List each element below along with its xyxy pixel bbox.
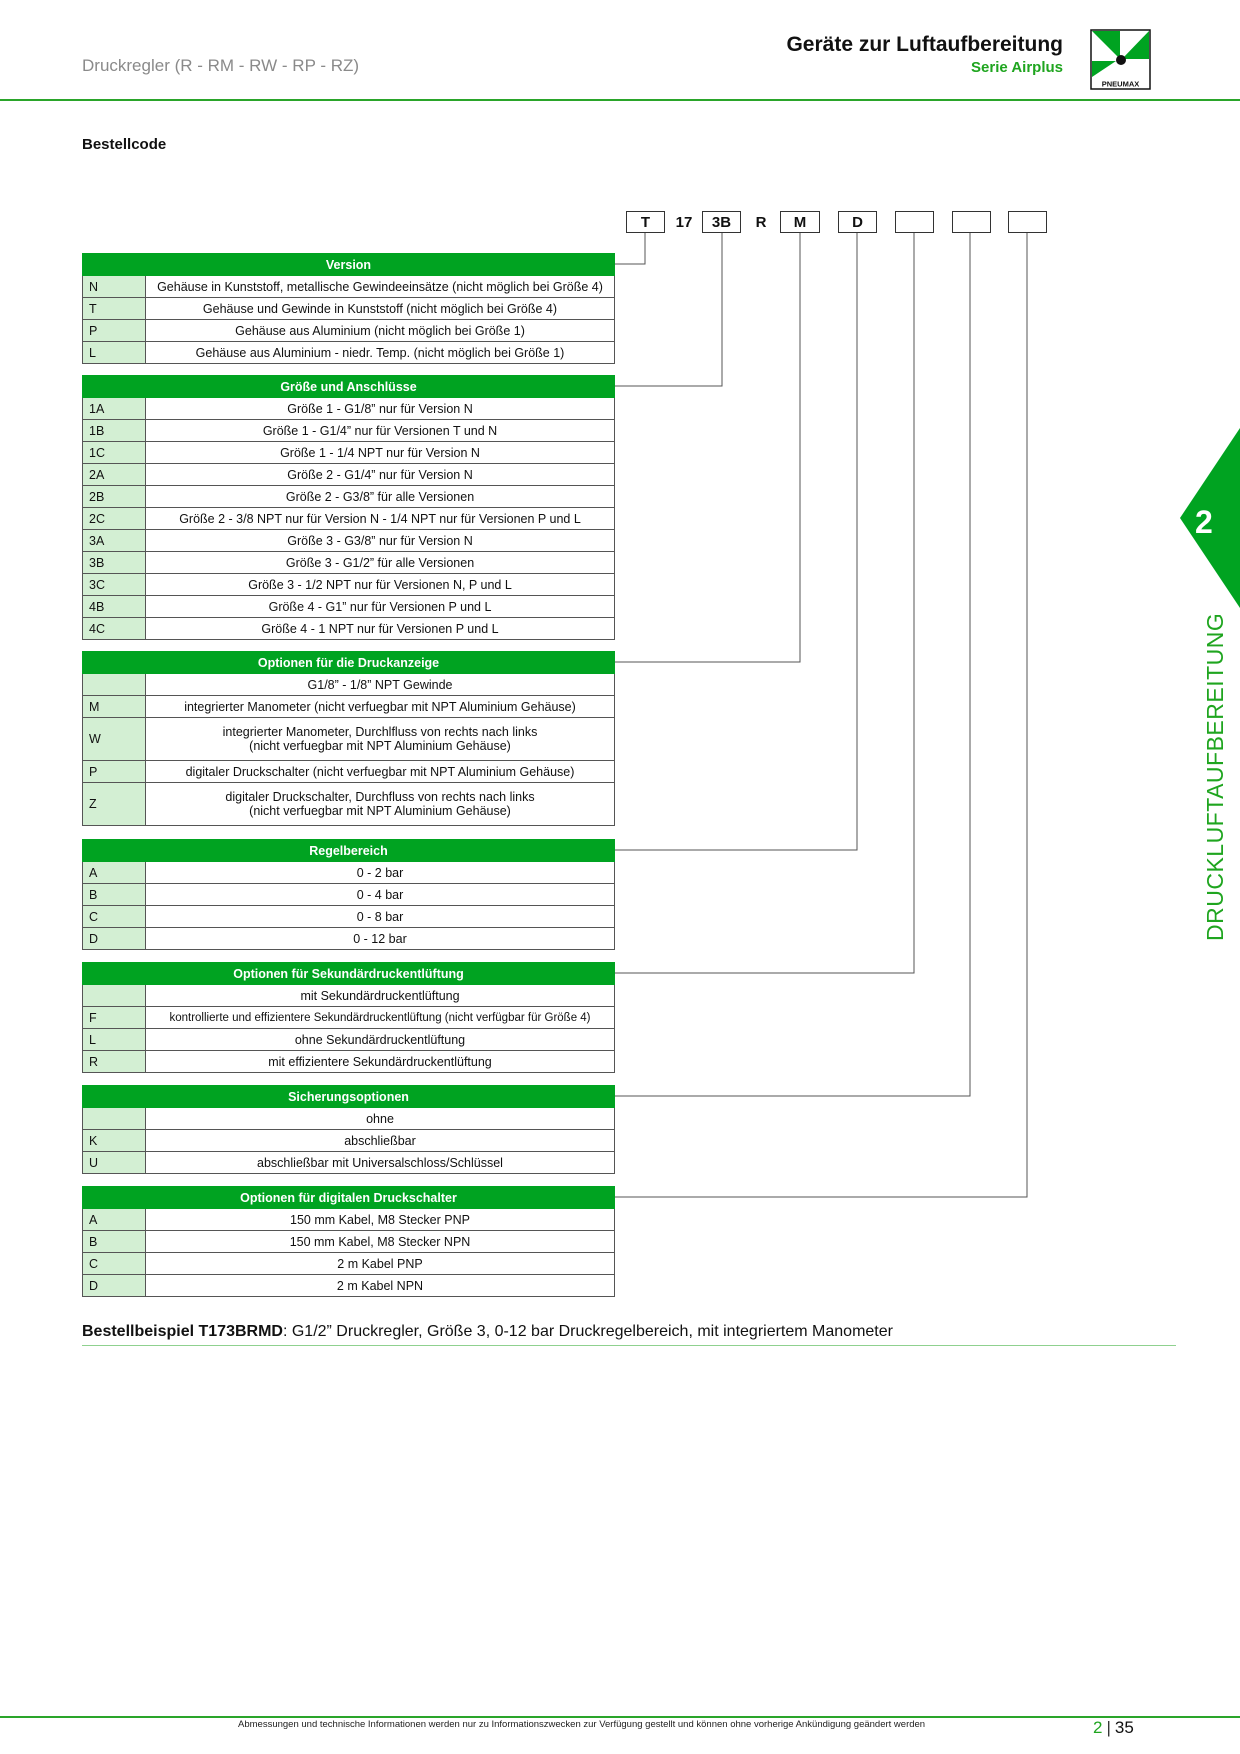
option-code bbox=[83, 1108, 146, 1130]
table-row bbox=[83, 1051, 615, 1073]
table-row bbox=[83, 862, 615, 884]
table-row bbox=[83, 1152, 615, 1174]
table-row bbox=[83, 928, 615, 950]
table-row bbox=[83, 1253, 615, 1275]
table-row bbox=[83, 618, 615, 640]
option-description: 150 mm Kabel, M8 Stecker PNP bbox=[146, 1209, 615, 1231]
option-code: C bbox=[83, 1253, 146, 1275]
table-row bbox=[83, 420, 615, 442]
option-description: Größe 2 - G3/8” für alle Versionen bbox=[146, 486, 615, 508]
option-code: 1A bbox=[83, 398, 146, 420]
option-description: mit Sekundärdruckentlüftung bbox=[146, 985, 615, 1007]
header-subtitle: Serie Airplus bbox=[971, 59, 1063, 76]
option-code: 3A bbox=[83, 530, 146, 552]
option-code: 1C bbox=[83, 442, 146, 464]
code-box-gauge: M bbox=[780, 211, 820, 233]
option-code: T bbox=[83, 298, 146, 320]
option-code: L bbox=[83, 342, 146, 364]
option-description: integrierter Manometer (nicht verfuegbar mit NPT Aluminium Gehäuse) bbox=[146, 696, 615, 718]
table-row bbox=[83, 464, 615, 486]
option-description: G1/8” - 1/8” NPT Gewinde bbox=[146, 674, 615, 696]
table-row bbox=[83, 696, 615, 718]
option-description: 0 - 12 bar bbox=[146, 928, 615, 950]
table-row bbox=[83, 1007, 615, 1029]
option-description: digitaler Druckschalter (nicht verfuegbar mit NPT Aluminium Gehäuse) bbox=[146, 761, 615, 783]
table-row bbox=[83, 342, 615, 364]
option-description: Gehäuse in Kunststoff, metallische Gewindeeinsätze (nicht möglich bei Größe 4) bbox=[146, 276, 615, 298]
option-code: W bbox=[83, 718, 146, 761]
option-code: A bbox=[83, 862, 146, 884]
table-header: Optionen für die Druckanzeige bbox=[83, 652, 615, 674]
option-description bbox=[146, 783, 615, 826]
option-description: abschließbar mit Universalschloss/Schlüssel bbox=[146, 1152, 615, 1174]
option-code: D bbox=[83, 928, 146, 950]
table-gauge bbox=[82, 651, 615, 826]
option-description: 0 - 2 bar bbox=[146, 862, 615, 884]
option-description: Gehäuse und Gewinde in Kunststoff (nicht möglich bei Größe 4) bbox=[146, 298, 615, 320]
table-header: Version bbox=[83, 254, 615, 276]
option-code: 4C bbox=[83, 618, 146, 640]
table-row bbox=[83, 320, 615, 342]
option-description: Gehäuse aus Aluminium - niedr. Temp. (nicht möglich bei Größe 1) bbox=[146, 342, 615, 364]
option-code: 3B bbox=[83, 552, 146, 574]
option-code: N bbox=[83, 276, 146, 298]
table-row bbox=[83, 1029, 615, 1051]
option-code bbox=[83, 985, 146, 1007]
option-description: 2 m Kabel PNP bbox=[146, 1253, 615, 1275]
table-row bbox=[83, 761, 615, 783]
option-code: L bbox=[83, 1029, 146, 1051]
table-row bbox=[83, 398, 615, 420]
code-box-version: T bbox=[626, 211, 665, 233]
table-row bbox=[83, 298, 615, 320]
option-code: B bbox=[83, 1231, 146, 1253]
option-description: Größe 4 - G1” nur für Versionen P und L bbox=[146, 596, 615, 618]
table-row bbox=[83, 1130, 615, 1152]
table-switch bbox=[82, 1186, 615, 1297]
table-row bbox=[83, 596, 615, 618]
table-lock bbox=[82, 1085, 615, 1174]
page-number: 2 | 35 bbox=[1093, 1718, 1134, 1737]
option-code: U bbox=[83, 1152, 146, 1174]
option-description: abschließbar bbox=[146, 1130, 615, 1152]
table-row bbox=[83, 884, 615, 906]
table-row bbox=[83, 1231, 615, 1253]
option-code: C bbox=[83, 906, 146, 928]
table-header: Sicherungsoptionen bbox=[83, 1086, 615, 1108]
page-index: 35 bbox=[1114, 1718, 1134, 1737]
option-description: kontrollierte und effizientere Sekundärdruckentlüftung (nicht verfügbar für Größe 4) bbox=[146, 1007, 615, 1029]
table-row bbox=[83, 1209, 615, 1231]
table-row bbox=[83, 508, 615, 530]
table-row bbox=[83, 906, 615, 928]
code-box-range: D bbox=[838, 211, 877, 233]
order-example bbox=[82, 1323, 893, 1341]
table-row bbox=[83, 574, 615, 596]
chapter-number: 2 bbox=[1195, 504, 1213, 540]
option-code: 4B bbox=[83, 596, 146, 618]
option-description-line: integrierter Manometer, Durchlfluss von rechts nach links bbox=[222, 725, 538, 739]
option-code: 2B bbox=[83, 486, 146, 508]
option-code: P bbox=[83, 320, 146, 342]
table-row bbox=[83, 783, 615, 826]
page-section: 2 bbox=[1093, 1718, 1103, 1737]
table-header: Optionen für digitalen Druckschalter bbox=[83, 1187, 615, 1209]
option-description: 0 - 8 bar bbox=[146, 906, 615, 928]
option-description: Größe 2 - 3/8 NPT nur für Version N - 1/4 NPT nur für Versionen P und L bbox=[146, 508, 615, 530]
table-row bbox=[83, 674, 615, 696]
option-description: Größe 3 - 1/2 NPT nur für Versionen N, P und L bbox=[146, 574, 615, 596]
option-description: ohne bbox=[146, 1108, 615, 1130]
footer-divider bbox=[0, 1716, 1240, 1718]
option-code: M bbox=[83, 696, 146, 718]
option-code: F bbox=[83, 1007, 146, 1029]
option-description: 0 - 4 bar bbox=[146, 884, 615, 906]
table-row bbox=[83, 486, 615, 508]
footer-disclaimer: Abmessungen und technische Informationen werden nur zu Informationszwecken zur Verfügung gestellt und können ohne vorherige Ankündigung geändert werden bbox=[238, 1719, 926, 1730]
option-description: Größe 1 - 1/4 NPT nur für Version N bbox=[146, 442, 615, 464]
option-code: P bbox=[83, 761, 146, 783]
option-description: Größe 1 - G1/8” nur für Version N bbox=[146, 398, 615, 420]
table-header: Größe und Anschlüsse bbox=[83, 376, 615, 398]
option-code: 1B bbox=[83, 420, 146, 442]
option-description: Größe 3 - G3/8” nur für Version N bbox=[146, 530, 615, 552]
order-example-text: : G1/2” Druckregler, Größe 3, 0-12 bar Druckregelbereich, mit integriertem Manometer bbox=[282, 1323, 893, 1340]
option-description: Größe 1 - G1/4” nur für Versionen T und N bbox=[146, 420, 615, 442]
header-breadcrumb: Druckregler (R - RM - RW - RP - RZ) bbox=[82, 56, 360, 75]
option-description: mit effizientere Sekundärdruckentlüftung bbox=[146, 1051, 615, 1073]
option-description: Größe 2 - G1/4” nur für Version N bbox=[146, 464, 615, 486]
code-box-size: 3B bbox=[702, 211, 741, 233]
table-header: Regelbereich bbox=[83, 840, 615, 862]
table-relief bbox=[82, 962, 615, 1073]
table-size bbox=[82, 375, 615, 640]
table-row bbox=[83, 1275, 615, 1297]
table-row bbox=[83, 1108, 615, 1130]
table-row bbox=[83, 718, 615, 761]
option-code: 2C bbox=[83, 508, 146, 530]
option-code: B bbox=[83, 884, 146, 906]
table-row bbox=[83, 985, 615, 1007]
option-description-line: (nicht verfuegbar mit NPT Aluminium Gehäuse) bbox=[249, 804, 511, 818]
logo-wordmark: PNEUMAX bbox=[1101, 79, 1140, 89]
header-title: Geräte zur Luftaufbereitung bbox=[786, 33, 1063, 56]
option-description: Größe 4 - 1 NPT nur für Versionen P und L bbox=[146, 618, 615, 640]
table-range bbox=[82, 839, 615, 950]
section-title: Bestellcode bbox=[82, 136, 167, 153]
table-header: Optionen für Sekundärdruckentlüftung bbox=[83, 963, 615, 985]
option-code: 2A bbox=[83, 464, 146, 486]
option-code: A bbox=[83, 1209, 146, 1231]
option-code: Z bbox=[83, 783, 146, 826]
table-row bbox=[83, 442, 615, 464]
table-row bbox=[83, 276, 615, 298]
table-version bbox=[82, 253, 615, 364]
option-description-line: digitaler Druckschalter, Durchfluss von rechts nach links bbox=[225, 790, 535, 804]
option-description: 150 mm Kabel, M8 Stecker NPN bbox=[146, 1231, 615, 1253]
option-description: 2 m Kabel NPN bbox=[146, 1275, 615, 1297]
code-box-series: 17 bbox=[675, 213, 693, 231]
table-row bbox=[83, 530, 615, 552]
table-row bbox=[83, 552, 615, 574]
example-divider bbox=[82, 1345, 1176, 1346]
option-description: ohne Sekundärdruckentlüftung bbox=[146, 1029, 615, 1051]
option-code: K bbox=[83, 1130, 146, 1152]
chapter-label: DRUCKLUFTAUFBEREITUNG bbox=[1202, 612, 1228, 941]
option-code: R bbox=[83, 1051, 146, 1073]
code-box-type: R bbox=[755, 213, 767, 231]
order-example-label: Bestellbeispiel T173BRMD bbox=[82, 1323, 283, 1340]
option-description: Gehäuse aus Aluminium (nicht möglich bei Größe 1) bbox=[146, 320, 615, 342]
option-code: 3C bbox=[83, 574, 146, 596]
option-code bbox=[83, 674, 146, 696]
option-description bbox=[146, 718, 615, 761]
option-code: D bbox=[83, 1275, 146, 1297]
option-description: Größe 3 - G1/2” für alle Versionen bbox=[146, 552, 615, 574]
option-description-line: (nicht verfuegbar mit NPT Aluminium Gehäuse) bbox=[249, 739, 511, 753]
